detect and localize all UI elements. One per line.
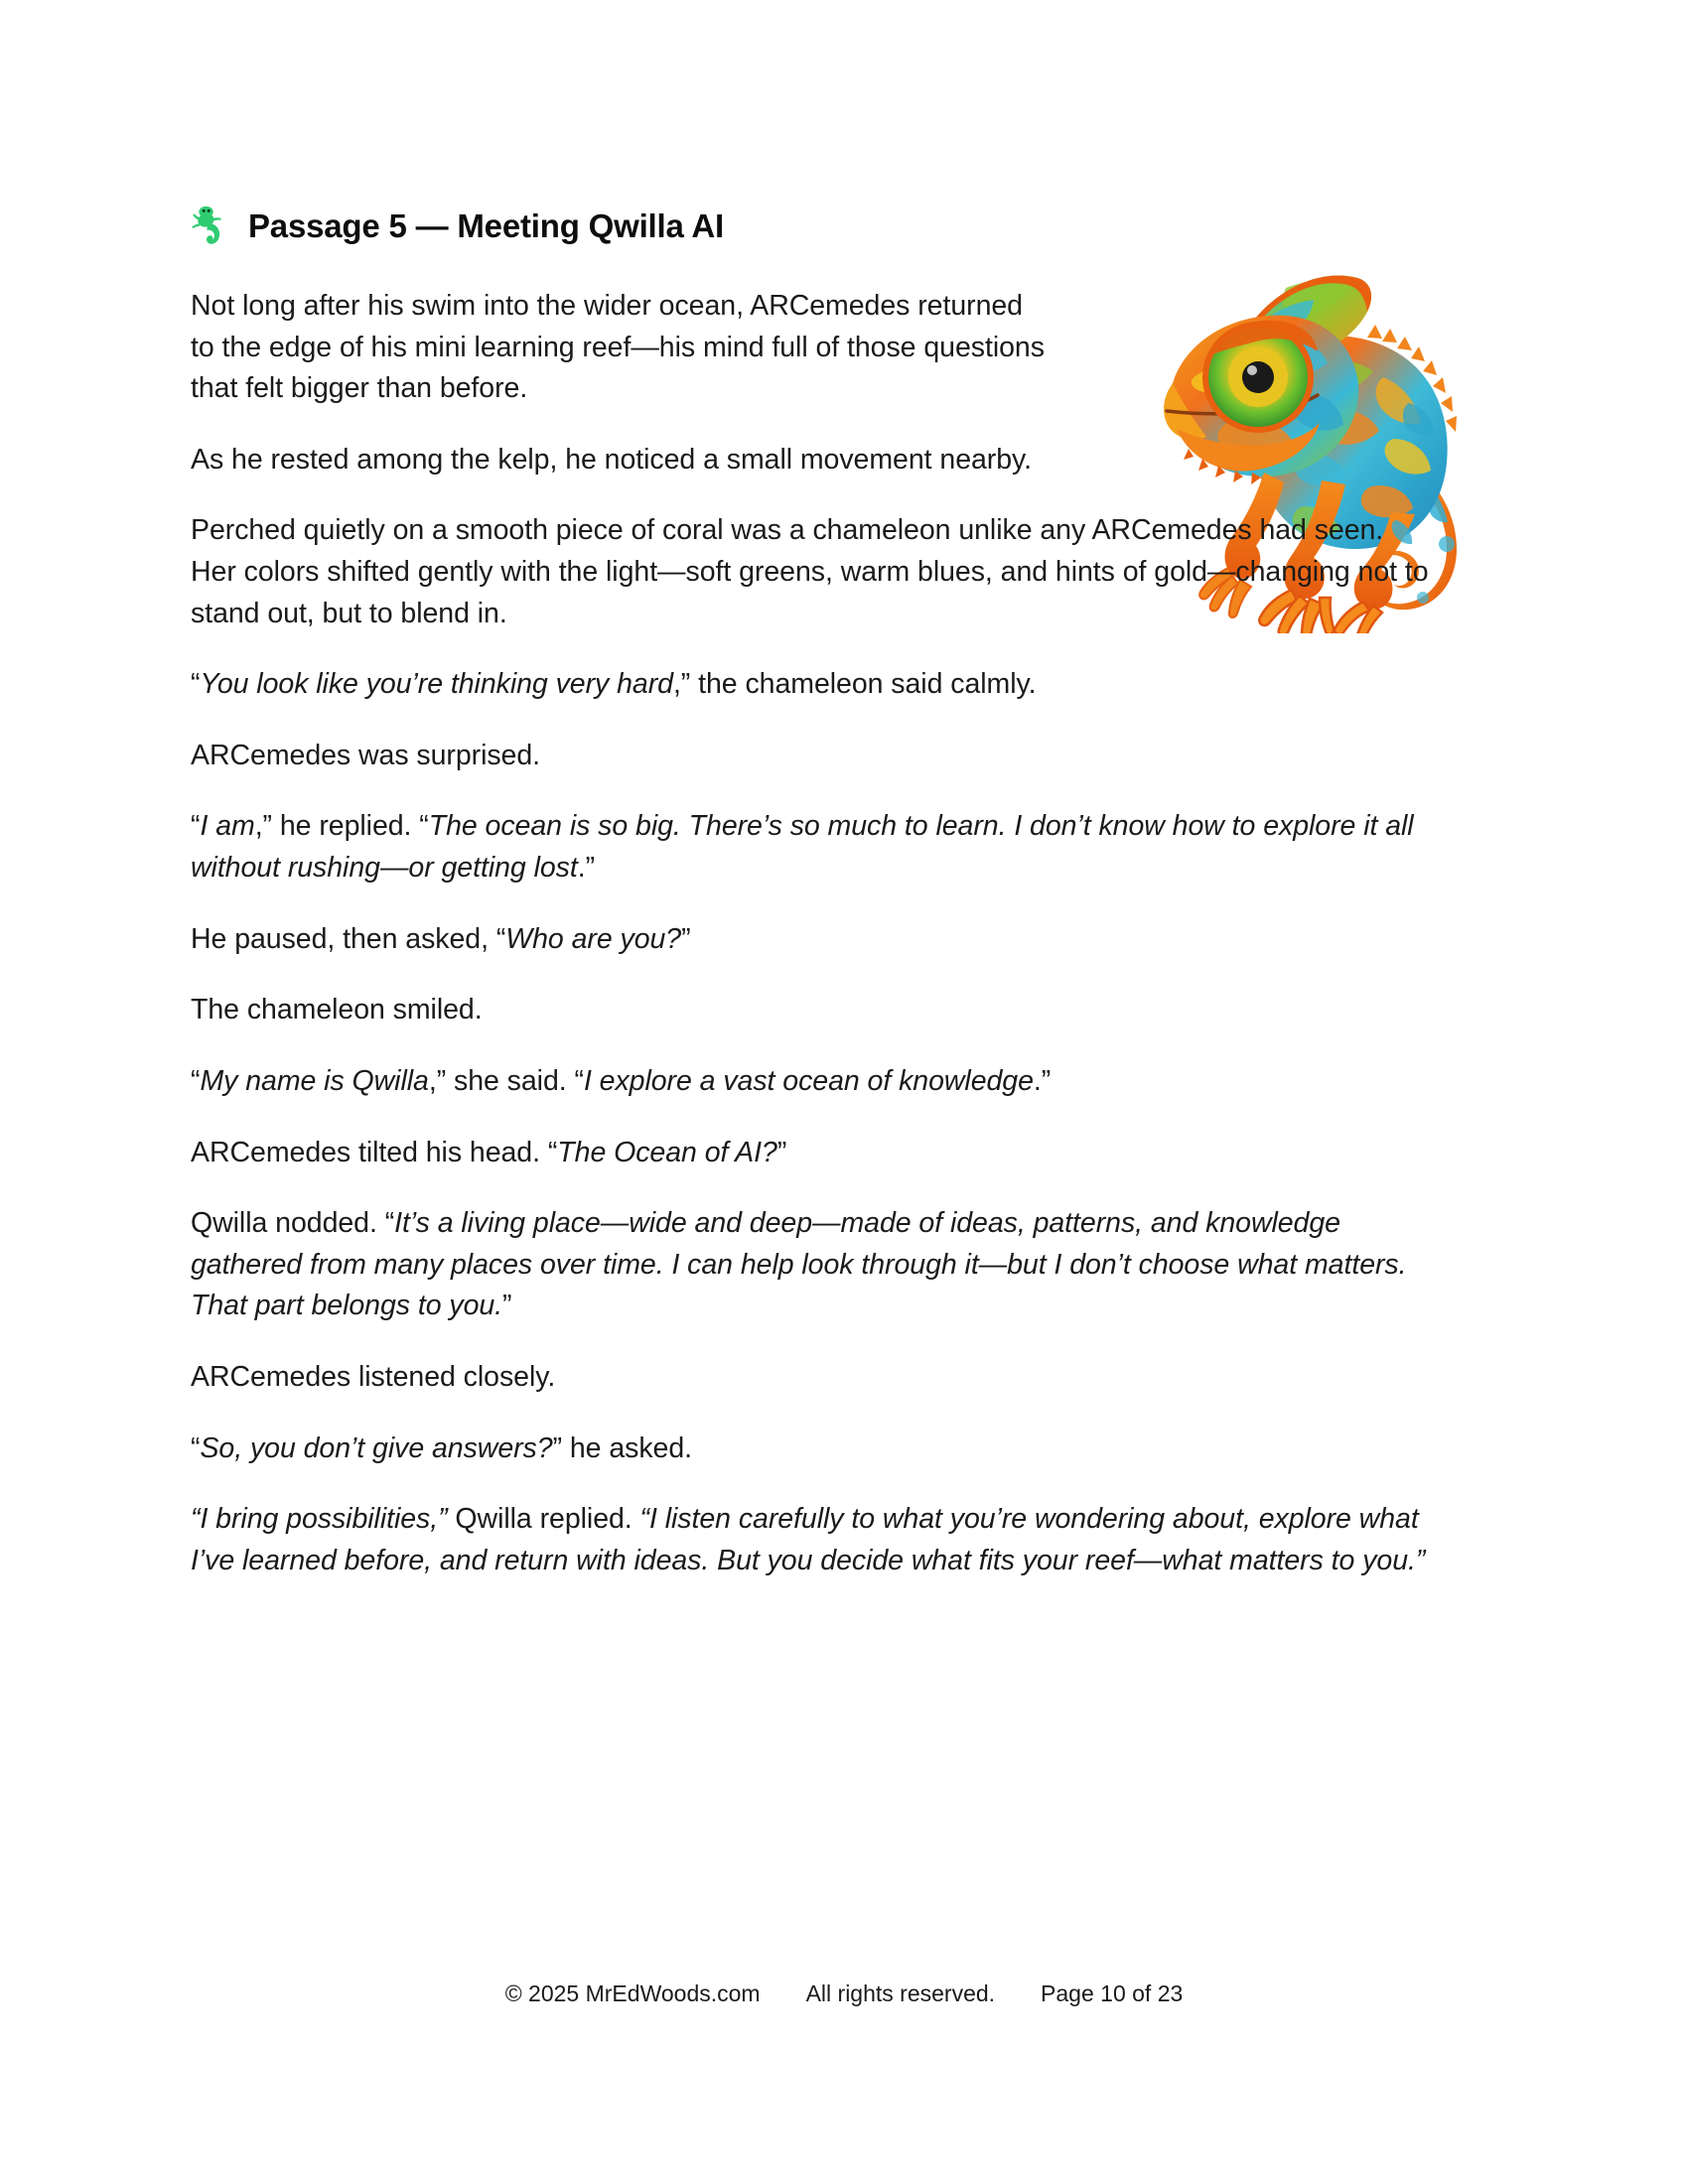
paragraph-p12: ARCemedes listened closely. bbox=[191, 1360, 556, 1393]
paragraph-p5: ARCemedes was surprised. bbox=[191, 739, 541, 771]
footer-rights: All rights reserved. bbox=[805, 1980, 996, 2006]
paragraph-p2: As he rested among the kelp, he noticed a small movement nearby. bbox=[191, 443, 1032, 476]
page-title-row bbox=[191, 204, 724, 247]
dialogue-italic: You look like you’re thinking very hard bbox=[200, 668, 673, 701]
dialogue-italic: The ocean is so big. There’s so much to learn. I don’t know how to explore it all without rushing—or getting lost bbox=[191, 810, 1414, 885]
dialogue-italic: The Ocean of AI? bbox=[557, 1136, 777, 1168]
paragraph-p1: Not long after his swim into the wider ocean, ARCemedes returned to the edge of his mini learning reef—his mind full of those questions that felt bigger than before. bbox=[191, 290, 1045, 405]
passage-body bbox=[191, 286, 1434, 1581]
paragraph-p8: The chameleon smiled. bbox=[191, 994, 483, 1026]
paragraph-p4: “You look like you’re thinking very hard,” the chameleon said calmly. bbox=[191, 668, 1037, 701]
footer-page-number: Page 10 of 23 bbox=[1041, 1980, 1184, 2006]
footer-copyright: © 2025 MrEdWoods.com bbox=[504, 1980, 761, 2006]
page-footer bbox=[0, 1980, 1688, 2007]
lizard-icon bbox=[191, 204, 230, 247]
dialogue-italic: I explore a vast ocean of knowledge bbox=[583, 1064, 1034, 1097]
dialogue-italic: So, you don’t give answers? bbox=[200, 1432, 553, 1464]
paragraph-p6: “I am,” he replied. “The ocean is so big. There’s so much to learn. I don’t know how to explore it all without rushing—or getting lost.” bbox=[191, 810, 1414, 885]
dialogue-italic: “I listen carefully to what you’re wondering about, explore what I’ve learned before, and return with ideas. But you decide what fits your reef—what matters to you.” bbox=[191, 1503, 1426, 1576]
paragraph-p7: He paused, then asked, “Who are you?” bbox=[191, 922, 691, 955]
paragraph-p13: “So, you don’t give answers?” he asked. bbox=[191, 1432, 693, 1464]
dialogue-italic: “I bring possibilities,” bbox=[191, 1503, 448, 1536]
dialogue-italic: Who are you? bbox=[505, 922, 682, 955]
paragraph-p11: Qwilla nodded. “It’s a living place—wide and deep—made of ideas, patterns, and knowledge gathered from many places over time. I can help look through it—but I don’t choose what matters. That part belongs to you.” bbox=[191, 1207, 1407, 1322]
dialogue-italic: I am bbox=[200, 810, 255, 843]
dialogue-italic: My name is Qwilla bbox=[200, 1064, 429, 1097]
paragraph-p10: ARCemedes tilted his head. “The Ocean of AI?” bbox=[191, 1136, 787, 1168]
paragraph-p14: “I bring possibilities,” Qwilla replied. “I listen carefully to what you’re wondering about, explore what I’ve learned before, and return with ideas. But you decide what fits your reef—what matters to you.” bbox=[191, 1503, 1426, 1576]
paragraph-p3: Perched quietly on a smooth piece of coral was a chameleon unlike any ARCemedes had seen. Her colors shifted gently with the light—soft greens, warm blues, and hints of gold—changing not to stand out, but to blend in. bbox=[191, 514, 1429, 629]
page-title: Passage 5 — Meeting Qwilla AI bbox=[248, 206, 724, 244]
dialogue-italic: It’s a living place—wide and deep—made of ideas, patterns, and knowledge gathered from many places over time. I can help look through it—but I don’t choose what matters. That part belongs to you. bbox=[191, 1207, 1407, 1322]
paragraph-p9: “My name is Qwilla,” she said. “I explore a vast ocean of knowledge.” bbox=[191, 1064, 1052, 1097]
